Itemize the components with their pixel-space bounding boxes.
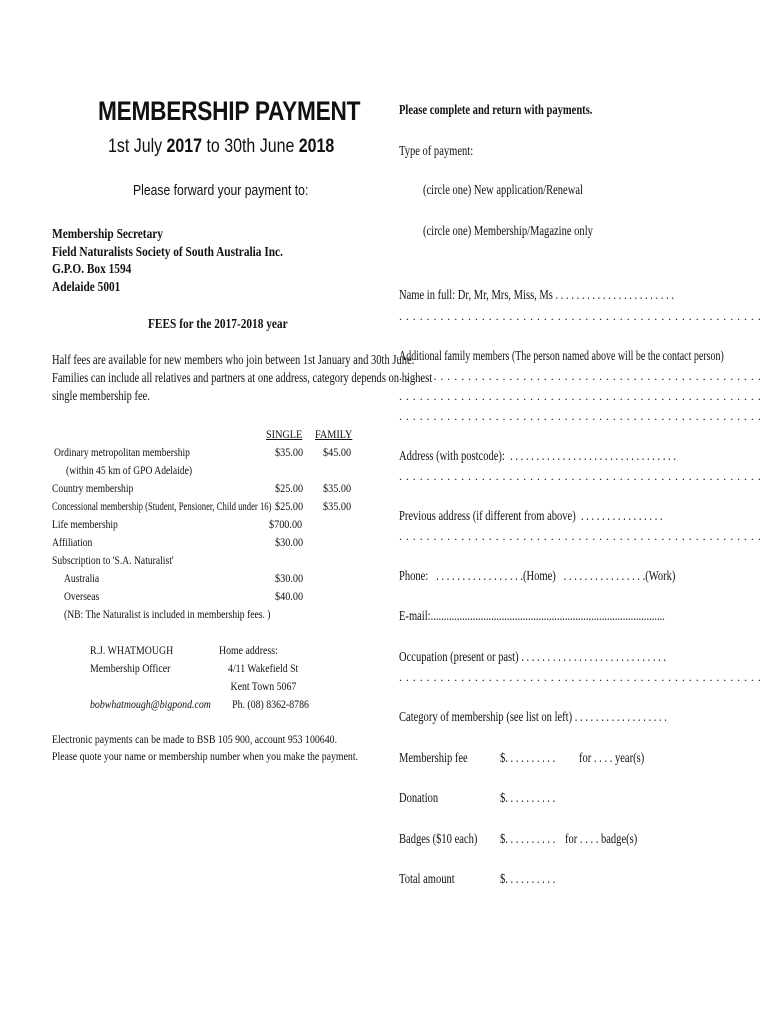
fee-row (64, 587, 354, 605)
payment-row-total[interactable] (399, 871, 699, 891)
fee-single: $40.00 (275, 589, 304, 603)
email-field[interactable]: E-mail:......................................................................................... (399, 608, 665, 623)
payment-amount: $. . . . . . . . . . (500, 750, 556, 765)
home-street: 4/11 Wakefield St (228, 661, 299, 675)
address-line: G.P.O. Box 1594 (52, 261, 132, 276)
fee-family: $45.00 (323, 445, 352, 459)
payment-amount: $. . . . . . . . . . (500, 831, 556, 846)
option-membership-magazine[interactable]: (circle one) Membership/Magazine only (423, 223, 593, 238)
fee-label: Affiliation (52, 535, 93, 549)
note-line: Half fees are available for new members who join between 1st January and 30th June. (52, 352, 415, 367)
category-field[interactable] (399, 709, 667, 725)
fee-label: (NB: The Naturalist is included in membership fees. ) (64, 607, 271, 621)
membership-title: MEMBERSHIP PAYMENT (98, 96, 361, 126)
fee-single: $700.00 (269, 517, 303, 531)
name-label: Name in full: Dr, Mr, Mrs, Miss, Ms (399, 287, 553, 302)
family-line[interactable]: . . . . . . . . . . . . . . . . . . . . . . . . . . . . . . . . . . . . . . . . . . . . . . . . . . . . . (399, 369, 762, 383)
payment-amount: $. . . . . . . . . . (500, 790, 556, 805)
period-year-start: 2017 (166, 136, 203, 157)
address-dots: . . . . . . . . . . . . . . . . . . . . . . . . . . . . . . . . (510, 448, 676, 463)
note-line: Electronic payments can be made to BSB 105 900, account 953 100640. (52, 732, 338, 746)
fee-label: Subscription to 'S.A. Naturalist' (52, 553, 174, 567)
address-field[interactable] (399, 448, 676, 464)
phone-work-dots: . . . . . . . . . . . . . . . . (563, 568, 646, 583)
previous-address-label: Previous address (if different from above) (399, 508, 576, 523)
fee-single: $25.00 (275, 499, 304, 513)
fee-label: Ordinary metropolitan membership (54, 445, 190, 459)
home-suburb: Kent Town 5067 (230, 679, 297, 693)
occupation-dots: . . . . . . . . . . . . . . . . . . . . . . . . . . . . (521, 649, 667, 664)
note-line: single membership fee. (52, 388, 150, 403)
previous-address-dots: . . . . . . . . . . . . . . . . (580, 508, 663, 523)
fee-single: $30.00 (275, 535, 304, 549)
payment-label: Total amount (399, 871, 455, 886)
electronic-payment-note (52, 731, 358, 765)
postal-address (52, 225, 283, 295)
payment-amount: $. . . . . . . . . . (500, 871, 556, 886)
payment-label: Membership fee (399, 750, 468, 765)
column-header-family: FAMILY (315, 427, 353, 441)
category-dots: . . . . . . . . . . . . . . . . . . (574, 709, 667, 724)
name-dots: . . . . . . . . . . . . . . . . . . . . . . . (555, 287, 674, 302)
membership-period (108, 136, 334, 158)
type-of-payment-label: Type of payment: (399, 143, 474, 158)
payment-row-badges[interactable] (399, 831, 699, 851)
address-line: Adelaide 5001 (52, 278, 121, 294)
occupation-field[interactable] (399, 649, 666, 665)
note-line: Please quote your name or membership number when you make the payment. (52, 749, 359, 763)
address-line: Membership Secretary (52, 226, 163, 241)
payment-extra: for . . . . year(s) (579, 750, 645, 765)
fee-single: $35.00 (275, 445, 304, 459)
fee-row (52, 497, 352, 515)
forward-heading: Please forward your payment to: (133, 183, 309, 199)
fee-family: $35.00 (323, 499, 352, 513)
home-address-block (219, 641, 309, 713)
family-line[interactable]: . . . . . . . . . . . . . . . . . . . . . . . . . . . . . . . . . . . . . . . . . . . . . . . . . . . . . (399, 389, 762, 403)
phone-home-label: (Home) (523, 568, 556, 583)
previous-address-field[interactable] (399, 508, 663, 524)
name-field[interactable] (399, 287, 674, 303)
fee-row (52, 551, 204, 569)
fee-row (66, 461, 224, 479)
note-line: Families can include all relatives and partners at one address, category depends on highest (52, 370, 433, 385)
fee-family: $35.00 (323, 481, 352, 495)
officer-email[interactable]: bobwhatmough@bigpond.com (90, 697, 211, 711)
address-line-2[interactable]: . . . . . . . . . . . . . . . . . . . . . . . . . . . . . . . . . . . . . . . . . . . . . . . . . . . . . (399, 469, 762, 483)
previous-address-line-2[interactable]: . . . . . . . . . . . . . . . . . . . . . . . . . . . . . . . . . . . . . . . . . . . . . . . . . . . . . (399, 529, 762, 543)
payment-label: Donation (399, 790, 439, 805)
fee-row (52, 533, 352, 551)
phone-work-label: (Work) (645, 568, 676, 583)
phone-home-dots: . . . . . . . . . . . . . . . . . (436, 568, 524, 583)
address-line: Field Naturalists Society of South Australia Inc. (52, 243, 283, 259)
payment-row-donation[interactable] (399, 790, 699, 810)
payment-extra: for . . . . badge(s) (565, 831, 638, 846)
contact-block (90, 641, 211, 713)
family-members-label: Additional family members (The person named above will be the contact person) (399, 348, 724, 363)
fees-heading: FEES for the 2017-2018 year (148, 316, 288, 331)
category-label: Category of membership (see list on left) (399, 709, 573, 724)
occupation-line-2[interactable]: . . . . . . . . . . . . . . . . . . . . . . . . . . . . . . . . . . . . . . . . . . . . . . . . . . . . . (399, 670, 762, 684)
fee-row (64, 569, 354, 587)
fee-row (54, 443, 354, 461)
fee-label: Concessional membership (Student, Pensioner, Child under 16) (52, 499, 272, 513)
fee-label: Australia (64, 571, 100, 585)
phone-label: Phone: (399, 568, 429, 583)
address-label: Address (with postcode): (399, 448, 505, 463)
half-fees-note (52, 351, 432, 405)
fee-label: Life membership (52, 517, 118, 531)
fee-label: (within 45 km of GPO Adelaide) (66, 463, 193, 477)
home-phone: Ph. (08) 8362-8786 (232, 697, 309, 711)
payment-label: Badges ($10 each) (399, 831, 478, 846)
fee-label: Country membership (52, 481, 134, 495)
family-line[interactable]: . . . . . . . . . . . . . . . . . . . . . . . . . . . . . . . . . . . . . . . . . . . . . . . . . . . . . (399, 409, 762, 423)
fee-row (52, 515, 352, 533)
officer-role: Membership Officer (90, 661, 171, 675)
period-middle: to 30th June (202, 136, 299, 157)
period-prefix: 1st July (108, 136, 167, 157)
fee-label: Overseas (64, 589, 100, 603)
fee-single: $25.00 (275, 481, 304, 495)
fee-single: $30.00 (275, 571, 304, 585)
name-line-2[interactable]: . . . . . . . . . . . . . . . . . . . . . . . . . . . . . . . . . . . . . . . . . . . . . . . . . . . . . (399, 309, 762, 323)
form-heading: Please complete and return with payments. (399, 102, 593, 117)
option-new-renewal[interactable]: (circle one) New application/Renewal (423, 182, 583, 197)
period-year-end: 2018 (298, 136, 335, 157)
occupation-label: Occupation (present or past) (399, 649, 519, 664)
home-address-label: Home address: (219, 643, 278, 657)
officer-name: R.J. WHATMOUGH (90, 643, 174, 657)
payment-row-membership[interactable] (399, 750, 699, 770)
phone-field[interactable] (399, 568, 675, 584)
fee-row (64, 605, 322, 623)
column-header-single: SINGLE (266, 427, 303, 441)
fee-row (52, 479, 352, 497)
